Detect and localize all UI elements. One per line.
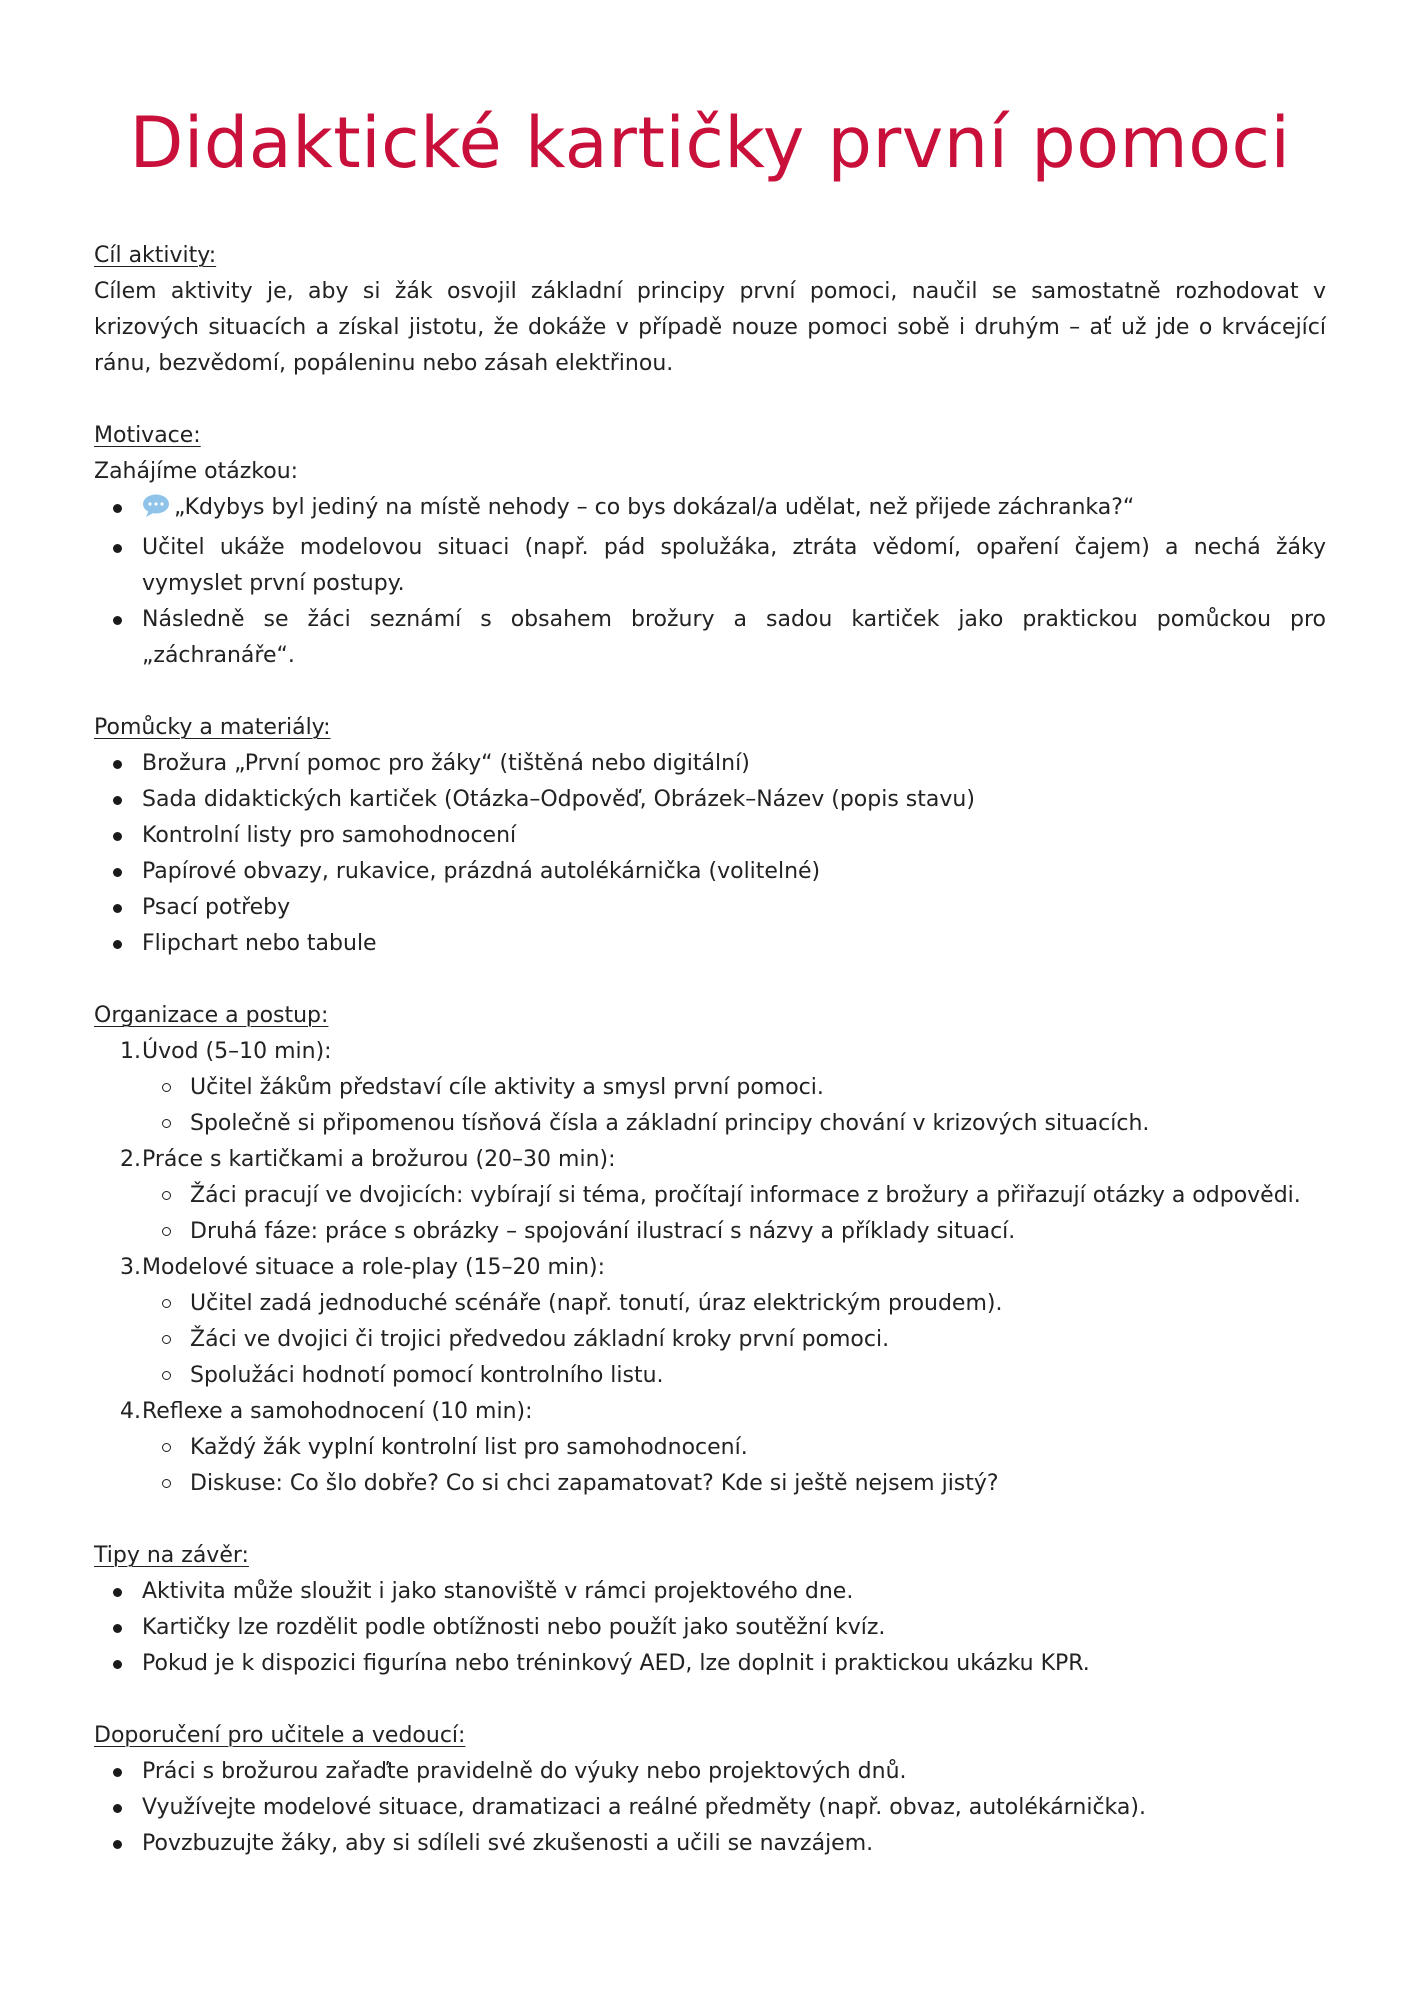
goal-section xyxy=(94,238,1326,382)
step-label: Modelové situace a role-play (15–20 min): xyxy=(142,1255,606,1280)
step-number: 3. xyxy=(120,1255,141,1280)
list-item: Brožura „První pomoc pro žáky“ (tištěná nebo digitální) xyxy=(142,746,1326,782)
organization-heading: Organizace a postup: xyxy=(94,1003,329,1028)
list-item: Následně se žáci seznámí s obsahem brožury a sadou kartiček jako praktickou pomůckou pro „záchranáře“. xyxy=(142,602,1326,674)
step-item xyxy=(120,1142,1326,1250)
step-number: 1. xyxy=(120,1039,141,1064)
sub-list-item: Spolužáci hodnotí pomocí kontrolního listu. xyxy=(190,1358,1326,1394)
motivation-intro: Zahájíme otázkou: xyxy=(94,459,299,484)
materials-section xyxy=(94,710,1326,962)
sub-list-item: Žáci ve dvojici či trojici předvedou základní kroky první pomoci. xyxy=(190,1322,1326,1358)
page-title: Didaktické kartičky první pomoci xyxy=(129,102,1291,184)
sub-list-item: Společně si připomenou tísňová čísla a základní principy chování v krizových situacích. xyxy=(190,1106,1326,1142)
step-sublist xyxy=(142,1430,1326,1502)
organization-section xyxy=(94,998,1326,1502)
sub-list-item: Diskuse: Co šlo dobře? Co si chci zapamatovat? Kde si ještě nejsem jistý? xyxy=(190,1466,1326,1502)
speech-bubble-icon xyxy=(142,494,170,530)
materials-list xyxy=(94,746,1326,962)
document-content xyxy=(94,238,1326,1898)
tips-list xyxy=(94,1574,1326,1682)
tips-heading: Tipy na závěr: xyxy=(94,1543,249,1568)
motivation-list xyxy=(94,490,1326,674)
materials-heading: Pomůcky a materiály: xyxy=(94,715,331,740)
step-number: 2. xyxy=(120,1147,141,1172)
list-item: Využívejte modelové situace, dramatizaci a reálné předměty (např. obvaz, autolékárnička). xyxy=(142,1790,1326,1826)
list-item: Kartičky lze rozdělit podle obtížnosti nebo použít jako soutěžní kvíz. xyxy=(142,1610,1326,1646)
step-label: Reflexe a samohodnocení (10 min): xyxy=(142,1399,533,1424)
step-label: Práce s kartičkami a brožurou (20–30 min): xyxy=(142,1147,616,1172)
step-number: 4. xyxy=(120,1399,141,1424)
step-item xyxy=(120,1250,1326,1394)
list-item: Kontrolní listy pro samohodnocení xyxy=(142,818,1326,854)
list-item: Povzbuzujte žáky, aby si sdíleli své zkušenosti a učili se navzájem. xyxy=(142,1826,1326,1862)
step-sublist xyxy=(142,1070,1326,1142)
list-item: Učitel ukáže modelovou situaci (např. pád spolužáka, ztráta vědomí, opaření čajem) a nechá žáky vymyslet první postupy. xyxy=(142,530,1326,602)
step-item xyxy=(120,1034,1326,1142)
step-label: Úvod (5–10 min): xyxy=(142,1039,332,1064)
motivation-question: „Kdybys byl jediný na místě nehody – co bys dokázal/a udělat, než přijede záchranka?“ xyxy=(174,495,1135,520)
sub-list-item: Učitel zadá jednoduché scénáře (např. tonutí, úraz elektrickým proudem). xyxy=(190,1286,1326,1322)
list-item: Psací potřeby xyxy=(142,890,1326,926)
recommendations-list xyxy=(94,1754,1326,1862)
list-item: Pokud je k dispozici figurína nebo tréninkový AED, lze doplnit i praktickou ukázku KPR. xyxy=(142,1646,1326,1682)
goal-heading: Cíl aktivity: xyxy=(94,243,217,268)
recommendations-heading: Doporučení pro učitele a vedoucí: xyxy=(94,1723,466,1748)
step-sublist xyxy=(142,1286,1326,1394)
sub-list-item: Žáci pracují ve dvojicích: vybírají si téma, pročítají informace z brožury a přiřazují otázky a odpovědi. xyxy=(190,1178,1326,1214)
recommendations-section xyxy=(94,1718,1326,1862)
organization-steps xyxy=(94,1034,1326,1502)
list-item: Flipchart nebo tabule xyxy=(142,926,1326,962)
list-item: Práci s brožurou zařaďte pravidelně do výuky nebo projektových dnů. xyxy=(142,1754,1326,1790)
tips-section xyxy=(94,1538,1326,1682)
list-item: Aktivita může sloužit i jako stanoviště v rámci projektového dne. xyxy=(142,1574,1326,1610)
step-sublist xyxy=(142,1178,1326,1250)
goal-text: Cílem aktivity je, aby si žák osvojil základní principy první pomoci, naučil se samostatně rozhodovat v krizových situacích a získal jistotu, že dokáže v případě nouze pomoci sobě i druhým – ať už jde o krvácející ránu, bezvědomí, popáleninu nebo zásah elektřinou. xyxy=(94,279,1326,376)
step-item xyxy=(120,1394,1326,1502)
sub-list-item: Učitel žákům představí cíle aktivity a smysl první pomoci. xyxy=(190,1070,1326,1106)
sub-list-item: Druhá fáze: práce s obrázky – spojování ilustrací s názvy a příklady situací. xyxy=(190,1214,1326,1250)
list-item: Sada didaktických kartiček (Otázka–Odpověď, Obrázek–Název (popis stavu) xyxy=(142,782,1326,818)
list-item: Papírové obvazy, rukavice, prázdná autolékárnička (volitelné) xyxy=(142,854,1326,890)
motivation-section xyxy=(94,418,1326,674)
list-item xyxy=(142,490,1326,530)
motivation-heading: Motivace: xyxy=(94,423,201,448)
sub-list-item: Každý žák vyplní kontrolní list pro samohodnocení. xyxy=(190,1430,1326,1466)
